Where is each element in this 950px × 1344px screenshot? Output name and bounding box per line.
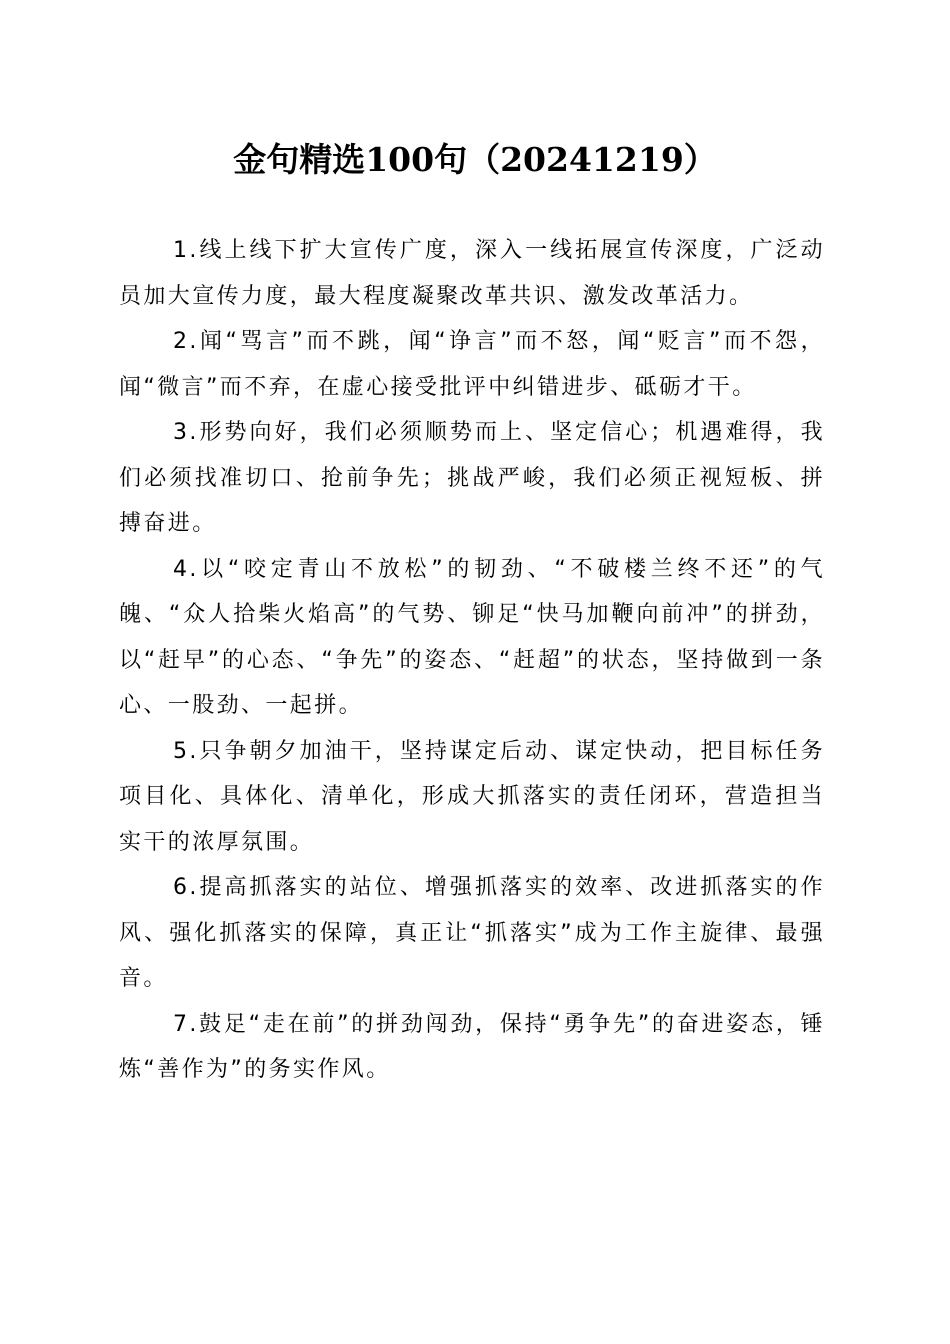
paragraph-5: 5.只争朝夕加油干，坚持谋定后动、谋定快动，把目标任务项目化、具体化、清单化，形成大抓落实的责任闭环，营造担当实干的浓厚氛围。 <box>119 738 825 855</box>
paragraph-7: 7.鼓足“走在前”的拼劲闯劲，保持“勇争先”的奋进姿态，锤炼“善作为”的务实作风。 <box>119 1011 825 1082</box>
paragraph-2: 2.闻“骂言”而不跳，闻“诤言”而不怒，闻“贬言”而不怨，闻“微言”而不弃，在虚心接受批评中纠错进步、砥砺才干。 <box>119 329 825 400</box>
paragraph-6: 6.提高抓落实的站位、增强抓落实的效率、改进抓落实的作风、强化抓落实的保障，真正让“抓落实”成为工作主旋律、最强音。 <box>119 875 825 991</box>
paragraph-3: 3.形势向好，我们必须顺势而上、坚定信心；机遇难得，我们必须找准切口、抢前争先；挑战严峻，我们必须正视短板、拼搏奋进。 <box>119 420 825 536</box>
paragraph-1: 1.线上线下扩大宣传广度，深入一线拓展宣传深度，广泛动员加大宣传力度，最大程度凝聚改革共识、激发改革活力。 <box>119 238 825 309</box>
paragraph-4: 4.以“咬定青山不放松”的韧劲、“不破楼兰终不还”的气魄、“众人拾柴火焰高”的气势、铆足“快马加鞭向前冲”的拼劲，以“赶早”的心态、“争先”的姿态、“赶超”的状态，坚持做到一条心、一股劲、一起拼。 <box>119 556 825 718</box>
document-title: 金句精选100句（20241219） <box>233 140 717 179</box>
document-body <box>119 228 825 1093</box>
